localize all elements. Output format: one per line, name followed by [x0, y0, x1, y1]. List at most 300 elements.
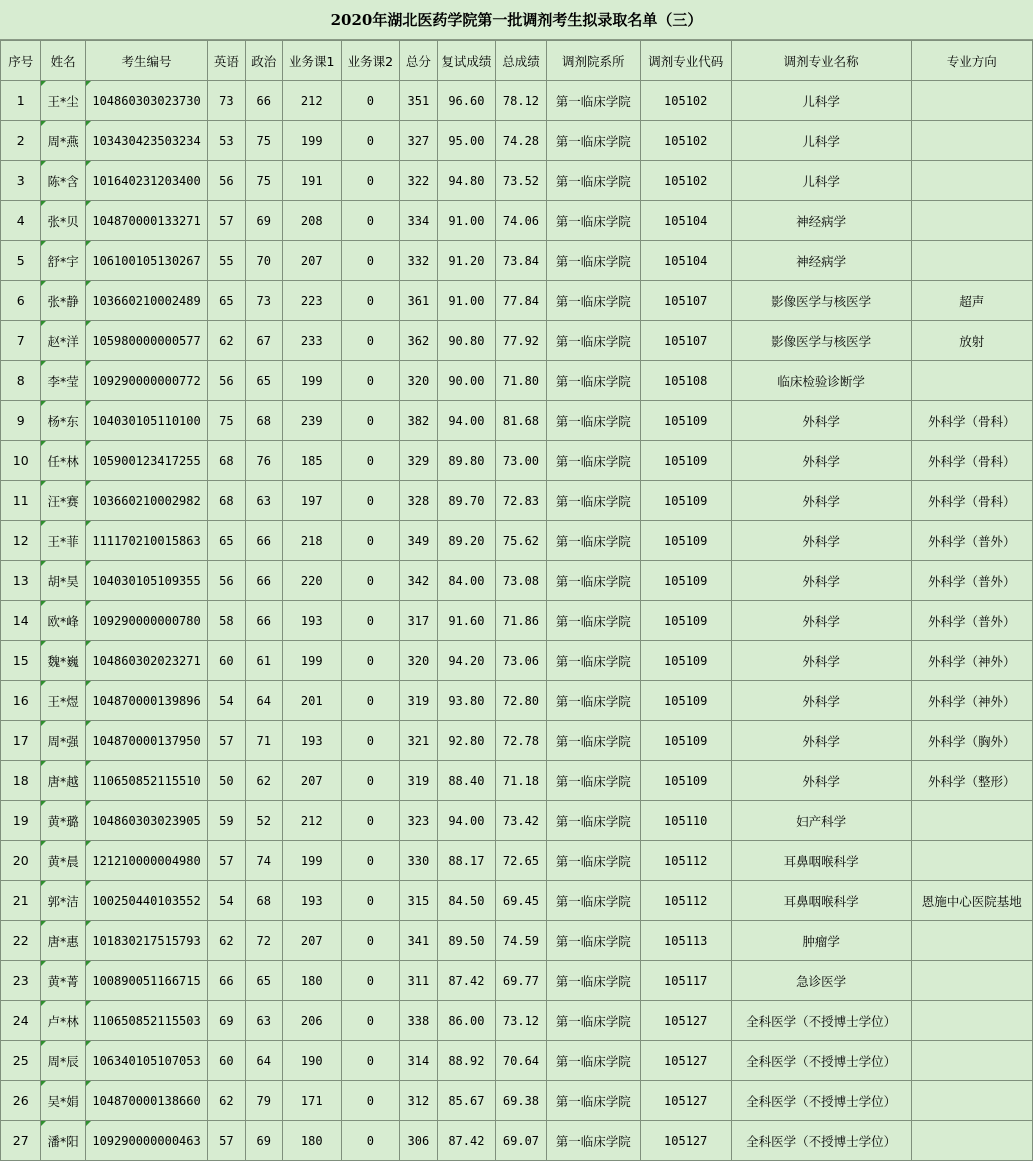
cell-subject2[interactable]: 0 [341, 681, 400, 721]
cell-exam-id[interactable]: 105900123417255 [85, 441, 207, 481]
cell-english[interactable]: 55 [208, 241, 245, 281]
cell-direction[interactable]: 外科学（胸外） [911, 721, 1032, 761]
cell-subject2[interactable]: 0 [341, 481, 400, 521]
cell-direction[interactable]: 外科学（神外） [911, 681, 1032, 721]
cell-department[interactable]: 第一临床学院 [546, 121, 640, 161]
cell-department[interactable]: 第一临床学院 [546, 1041, 640, 1081]
cell-final-score[interactable]: 73.84 [496, 241, 547, 281]
cell-subject1[interactable]: 191 [282, 161, 341, 201]
cell-seq[interactable]: 5 [1, 241, 41, 281]
cell-retest-score[interactable]: 87.42 [437, 961, 496, 1001]
cell-subject1[interactable]: 223 [282, 281, 341, 321]
cell-seq[interactable]: 27 [1, 1121, 41, 1161]
cell-politics[interactable]: 79 [245, 1081, 282, 1121]
cell-seq[interactable]: 14 [1, 601, 41, 641]
cell-major-code[interactable]: 105102 [640, 161, 731, 201]
cell-retest-score[interactable]: 88.40 [437, 761, 496, 801]
cell-subject2[interactable]: 0 [341, 441, 400, 481]
cell-seq[interactable]: 4 [1, 201, 41, 241]
cell-total[interactable]: 320 [400, 361, 437, 401]
cell-seq[interactable]: 21 [1, 881, 41, 921]
cell-major-code[interactable]: 105112 [640, 881, 731, 921]
cell-direction[interactable]: 恩施中心医院基地 [911, 881, 1032, 921]
cell-major-name[interactable]: 神经病学 [731, 201, 911, 241]
cell-english[interactable]: 65 [208, 281, 245, 321]
cell-total[interactable]: 329 [400, 441, 437, 481]
cell-english[interactable]: 56 [208, 561, 245, 601]
cell-retest-score[interactable]: 93.80 [437, 681, 496, 721]
cell-total[interactable]: 315 [400, 881, 437, 921]
cell-direction[interactable] [911, 1041, 1032, 1081]
cell-total[interactable]: 320 [400, 641, 437, 681]
cell-department[interactable]: 第一临床学院 [546, 161, 640, 201]
cell-direction[interactable] [911, 161, 1032, 201]
cell-retest-score[interactable]: 94.00 [437, 801, 496, 841]
cell-politics[interactable]: 65 [245, 361, 282, 401]
cell-politics[interactable]: 69 [245, 201, 282, 241]
cell-english[interactable]: 57 [208, 1121, 245, 1161]
cell-subject1[interactable]: 233 [282, 321, 341, 361]
cell-subject1[interactable]: 212 [282, 81, 341, 121]
cell-subject1[interactable]: 190 [282, 1041, 341, 1081]
header-direction[interactable]: 专业方向 [911, 41, 1032, 81]
cell-retest-score[interactable]: 88.17 [437, 841, 496, 881]
cell-name[interactable]: 汪*赛 [41, 481, 85, 521]
cell-total[interactable]: 351 [400, 81, 437, 121]
cell-total[interactable]: 362 [400, 321, 437, 361]
cell-final-score[interactable]: 78.12 [496, 81, 547, 121]
cell-retest-score[interactable]: 95.00 [437, 121, 496, 161]
cell-department[interactable]: 第一临床学院 [546, 721, 640, 761]
cell-direction[interactable] [911, 1121, 1032, 1161]
cell-final-score[interactable]: 77.84 [496, 281, 547, 321]
cell-seq[interactable]: 6 [1, 281, 41, 321]
cell-total[interactable]: 306 [400, 1121, 437, 1161]
cell-english[interactable]: 50 [208, 761, 245, 801]
cell-exam-id[interactable]: 109290000000780 [85, 601, 207, 641]
cell-major-code[interactable]: 105109 [640, 441, 731, 481]
cell-seq[interactable]: 20 [1, 841, 41, 881]
cell-major-code[interactable]: 105107 [640, 321, 731, 361]
cell-retest-score[interactable]: 90.80 [437, 321, 496, 361]
cell-major-name[interactable]: 儿科学 [731, 121, 911, 161]
cell-name[interactable]: 王*煜 [41, 681, 85, 721]
cell-name[interactable]: 胡*昊 [41, 561, 85, 601]
cell-subject1[interactable]: 208 [282, 201, 341, 241]
cell-seq[interactable]: 2 [1, 121, 41, 161]
cell-total[interactable]: 382 [400, 401, 437, 441]
cell-major-name[interactable]: 肿瘤学 [731, 921, 911, 961]
cell-subject2[interactable]: 0 [341, 801, 400, 841]
header-final-score[interactable]: 总成绩 [496, 41, 547, 81]
cell-total[interactable]: 319 [400, 681, 437, 721]
cell-retest-score[interactable]: 94.00 [437, 401, 496, 441]
cell-politics[interactable]: 67 [245, 321, 282, 361]
cell-exam-id[interactable]: 101640231203400 [85, 161, 207, 201]
cell-department[interactable]: 第一临床学院 [546, 1001, 640, 1041]
cell-retest-score[interactable]: 89.70 [437, 481, 496, 521]
cell-major-name[interactable]: 耳鼻咽喉科学 [731, 881, 911, 921]
cell-major-code[interactable]: 105109 [640, 401, 731, 441]
cell-major-name[interactable]: 急诊医学 [731, 961, 911, 1001]
cell-politics[interactable]: 61 [245, 641, 282, 681]
cell-final-score[interactable]: 73.06 [496, 641, 547, 681]
header-english[interactable]: 英语 [208, 41, 245, 81]
cell-name[interactable]: 王*尘 [41, 81, 85, 121]
cell-subject2[interactable]: 0 [341, 961, 400, 1001]
cell-major-name[interactable]: 临床检验诊断学 [731, 361, 911, 401]
cell-seq[interactable]: 13 [1, 561, 41, 601]
cell-politics[interactable]: 68 [245, 881, 282, 921]
cell-seq[interactable]: 3 [1, 161, 41, 201]
cell-final-score[interactable]: 70.64 [496, 1041, 547, 1081]
cell-name[interactable]: 李*莹 [41, 361, 85, 401]
cell-direction[interactable]: 外科学（骨科） [911, 441, 1032, 481]
cell-total[interactable]: 330 [400, 841, 437, 881]
cell-final-score[interactable]: 81.68 [496, 401, 547, 441]
cell-major-name[interactable]: 儿科学 [731, 161, 911, 201]
cell-total[interactable]: 341 [400, 921, 437, 961]
cell-politics[interactable]: 71 [245, 721, 282, 761]
cell-total[interactable]: 319 [400, 761, 437, 801]
cell-exam-id[interactable]: 104870000133271 [85, 201, 207, 241]
cell-subject1[interactable]: 185 [282, 441, 341, 481]
cell-final-score[interactable]: 69.45 [496, 881, 547, 921]
cell-department[interactable]: 第一临床学院 [546, 521, 640, 561]
cell-subject1[interactable]: 212 [282, 801, 341, 841]
cell-seq[interactable]: 18 [1, 761, 41, 801]
cell-name[interactable]: 陈*含 [41, 161, 85, 201]
cell-major-name[interactable]: 影像医学与核医学 [731, 281, 911, 321]
cell-major-code[interactable]: 105127 [640, 1041, 731, 1081]
cell-final-score[interactable]: 69.38 [496, 1081, 547, 1121]
cell-department[interactable]: 第一临床学院 [546, 1121, 640, 1161]
cell-name[interactable]: 黄*菁 [41, 961, 85, 1001]
cell-exam-id[interactable]: 103660210002489 [85, 281, 207, 321]
cell-english[interactable]: 73 [208, 81, 245, 121]
cell-final-score[interactable]: 73.08 [496, 561, 547, 601]
cell-name[interactable]: 吴*娟 [41, 1081, 85, 1121]
cell-retest-score[interactable]: 85.67 [437, 1081, 496, 1121]
cell-major-name[interactable]: 全科医学（不授博士学位） [731, 1001, 911, 1041]
cell-major-code[interactable]: 105102 [640, 81, 731, 121]
cell-seq[interactable]: 11 [1, 481, 41, 521]
cell-total[interactable]: 334 [400, 201, 437, 241]
cell-subject2[interactable]: 0 [341, 241, 400, 281]
cell-direction[interactable] [911, 961, 1032, 1001]
cell-major-code[interactable]: 105102 [640, 121, 731, 161]
header-major-code[interactable]: 调剂专业代码 [640, 41, 731, 81]
cell-subject1[interactable]: 220 [282, 561, 341, 601]
cell-department[interactable]: 第一临床学院 [546, 361, 640, 401]
cell-final-score[interactable]: 73.42 [496, 801, 547, 841]
cell-politics[interactable]: 66 [245, 81, 282, 121]
cell-politics[interactable]: 73 [245, 281, 282, 321]
cell-department[interactable]: 第一临床学院 [546, 921, 640, 961]
cell-department[interactable]: 第一临床学院 [546, 281, 640, 321]
cell-name[interactable]: 魏*巍 [41, 641, 85, 681]
cell-english[interactable]: 59 [208, 801, 245, 841]
cell-major-code[interactable]: 105109 [640, 561, 731, 601]
cell-english[interactable]: 53 [208, 121, 245, 161]
cell-subject1[interactable]: 193 [282, 881, 341, 921]
cell-name[interactable]: 潘*阳 [41, 1121, 85, 1161]
cell-major-code[interactable]: 105127 [640, 1121, 731, 1161]
cell-subject1[interactable]: 171 [282, 1081, 341, 1121]
cell-major-name[interactable]: 全科医学（不授博士学位） [731, 1041, 911, 1081]
cell-exam-id[interactable]: 109290000000463 [85, 1121, 207, 1161]
cell-direction[interactable] [911, 841, 1032, 881]
cell-total[interactable]: 327 [400, 121, 437, 161]
cell-direction[interactable] [911, 241, 1032, 281]
cell-department[interactable]: 第一临床学院 [546, 481, 640, 521]
cell-direction[interactable] [911, 121, 1032, 161]
cell-major-name[interactable]: 外科学 [731, 521, 911, 561]
cell-exam-id[interactable]: 104030105110100 [85, 401, 207, 441]
header-major-name[interactable]: 调剂专业名称 [731, 41, 911, 81]
cell-subject1[interactable]: 207 [282, 241, 341, 281]
cell-department[interactable]: 第一临床学院 [546, 201, 640, 241]
cell-subject1[interactable]: 193 [282, 721, 341, 761]
cell-politics[interactable]: 52 [245, 801, 282, 841]
cell-english[interactable]: 57 [208, 841, 245, 881]
cell-retest-score[interactable]: 91.00 [437, 201, 496, 241]
cell-direction[interactable]: 外科学（普外） [911, 561, 1032, 601]
cell-subject1[interactable]: 199 [282, 841, 341, 881]
cell-retest-score[interactable]: 92.80 [437, 721, 496, 761]
cell-subject2[interactable]: 0 [341, 121, 400, 161]
cell-subject2[interactable]: 0 [341, 361, 400, 401]
header-exam-id[interactable]: 考生编号 [85, 41, 207, 81]
cell-subject2[interactable]: 0 [341, 761, 400, 801]
header-subject1[interactable]: 业务课1 [282, 41, 341, 81]
cell-major-name[interactable]: 儿科学 [731, 81, 911, 121]
cell-retest-score[interactable]: 91.20 [437, 241, 496, 281]
cell-final-score[interactable]: 72.80 [496, 681, 547, 721]
cell-major-name[interactable]: 外科学 [731, 601, 911, 641]
cell-direction[interactable]: 外科学（骨科） [911, 401, 1032, 441]
cell-exam-id[interactable]: 106340105107053 [85, 1041, 207, 1081]
cell-exam-id[interactable]: 104860303023905 [85, 801, 207, 841]
cell-major-code[interactable]: 105104 [640, 201, 731, 241]
cell-name[interactable]: 王*菲 [41, 521, 85, 561]
cell-retest-score[interactable]: 89.80 [437, 441, 496, 481]
cell-retest-score[interactable]: 91.60 [437, 601, 496, 641]
cell-politics[interactable]: 66 [245, 521, 282, 561]
cell-total[interactable]: 312 [400, 1081, 437, 1121]
cell-name[interactable]: 欧*峰 [41, 601, 85, 641]
cell-major-code[interactable]: 105113 [640, 921, 731, 961]
cell-politics[interactable]: 76 [245, 441, 282, 481]
cell-direction[interactable] [911, 361, 1032, 401]
cell-final-score[interactable]: 72.83 [496, 481, 547, 521]
cell-seq[interactable]: 22 [1, 921, 41, 961]
cell-department[interactable]: 第一临床学院 [546, 801, 640, 841]
cell-subject2[interactable]: 0 [341, 161, 400, 201]
cell-english[interactable]: 65 [208, 521, 245, 561]
cell-department[interactable]: 第一临床学院 [546, 761, 640, 801]
cell-department[interactable]: 第一临床学院 [546, 881, 640, 921]
cell-final-score[interactable]: 71.80 [496, 361, 547, 401]
cell-subject2[interactable]: 0 [341, 641, 400, 681]
cell-major-code[interactable]: 105127 [640, 1001, 731, 1041]
cell-department[interactable]: 第一临床学院 [546, 601, 640, 641]
cell-exam-id[interactable]: 104870000139896 [85, 681, 207, 721]
cell-major-code[interactable]: 105117 [640, 961, 731, 1001]
cell-exam-id[interactable]: 103660210002982 [85, 481, 207, 521]
cell-major-code[interactable]: 105109 [640, 481, 731, 521]
cell-department[interactable]: 第一临床学院 [546, 321, 640, 361]
cell-politics[interactable]: 74 [245, 841, 282, 881]
cell-seq[interactable]: 25 [1, 1041, 41, 1081]
cell-english[interactable]: 54 [208, 681, 245, 721]
cell-english[interactable]: 68 [208, 441, 245, 481]
cell-subject1[interactable]: 206 [282, 1001, 341, 1041]
cell-department[interactable]: 第一临床学院 [546, 641, 640, 681]
cell-name[interactable]: 卢*林 [41, 1001, 85, 1041]
cell-major-name[interactable]: 外科学 [731, 401, 911, 441]
cell-retest-score[interactable]: 91.00 [437, 281, 496, 321]
cell-politics[interactable]: 68 [245, 401, 282, 441]
cell-subject1[interactable]: 199 [282, 361, 341, 401]
cell-total[interactable]: 311 [400, 961, 437, 1001]
cell-final-score[interactable]: 69.77 [496, 961, 547, 1001]
cell-final-score[interactable]: 72.65 [496, 841, 547, 881]
cell-direction[interactable] [911, 201, 1032, 241]
cell-politics[interactable]: 62 [245, 761, 282, 801]
cell-direction[interactable]: 外科学（普外） [911, 601, 1032, 641]
cell-exam-id[interactable]: 110650852115510 [85, 761, 207, 801]
cell-department[interactable]: 第一临床学院 [546, 841, 640, 881]
cell-name[interactable]: 杨*东 [41, 401, 85, 441]
cell-politics[interactable]: 65 [245, 961, 282, 1001]
cell-seq[interactable]: 19 [1, 801, 41, 841]
cell-subject2[interactable]: 0 [341, 1081, 400, 1121]
cell-final-score[interactable]: 73.52 [496, 161, 547, 201]
cell-direction[interactable] [911, 81, 1032, 121]
cell-politics[interactable]: 66 [245, 561, 282, 601]
cell-subject2[interactable]: 0 [341, 881, 400, 921]
cell-major-code[interactable]: 105104 [640, 241, 731, 281]
cell-direction[interactable] [911, 1081, 1032, 1121]
cell-department[interactable]: 第一临床学院 [546, 1081, 640, 1121]
cell-subject2[interactable]: 0 [341, 841, 400, 881]
cell-final-score[interactable]: 71.18 [496, 761, 547, 801]
cell-exam-id[interactable]: 103430423503234 [85, 121, 207, 161]
cell-major-name[interactable]: 神经病学 [731, 241, 911, 281]
cell-subject1[interactable]: 201 [282, 681, 341, 721]
cell-major-name[interactable]: 影像医学与核医学 [731, 321, 911, 361]
cell-retest-score[interactable]: 94.20 [437, 641, 496, 681]
cell-exam-id[interactable]: 104870000137950 [85, 721, 207, 761]
cell-english[interactable]: 62 [208, 321, 245, 361]
cell-retest-score[interactable]: 84.00 [437, 561, 496, 601]
cell-direction[interactable]: 外科学（神外） [911, 641, 1032, 681]
cell-subject1[interactable]: 207 [282, 921, 341, 961]
cell-exam-id[interactable]: 100890051166715 [85, 961, 207, 1001]
cell-english[interactable]: 58 [208, 601, 245, 641]
cell-english[interactable]: 66 [208, 961, 245, 1001]
cell-english[interactable]: 56 [208, 361, 245, 401]
cell-english[interactable]: 69 [208, 1001, 245, 1041]
cell-subject1[interactable]: 197 [282, 481, 341, 521]
cell-department[interactable]: 第一临床学院 [546, 681, 640, 721]
cell-major-name[interactable]: 耳鼻咽喉科学 [731, 841, 911, 881]
cell-exam-id[interactable]: 101830217515793 [85, 921, 207, 961]
cell-major-code[interactable]: 105109 [640, 721, 731, 761]
cell-major-code[interactable]: 105109 [640, 641, 731, 681]
cell-name[interactable]: 黄*璐 [41, 801, 85, 841]
cell-total[interactable]: 361 [400, 281, 437, 321]
cell-department[interactable]: 第一临床学院 [546, 81, 640, 121]
cell-english[interactable]: 60 [208, 1041, 245, 1081]
header-subject2[interactable]: 业务课2 [341, 41, 400, 81]
cell-total[interactable]: 323 [400, 801, 437, 841]
cell-major-name[interactable]: 外科学 [731, 761, 911, 801]
cell-subject2[interactable]: 0 [341, 401, 400, 441]
cell-name[interactable]: 舒*宇 [41, 241, 85, 281]
cell-major-name[interactable]: 全科医学（不授博士学位） [731, 1121, 911, 1161]
cell-final-score[interactable]: 74.59 [496, 921, 547, 961]
cell-exam-id[interactable]: 109290000000772 [85, 361, 207, 401]
cell-exam-id[interactable]: 110650852115503 [85, 1001, 207, 1041]
cell-name[interactable]: 张*静 [41, 281, 85, 321]
cell-seq[interactable]: 1 [1, 81, 41, 121]
cell-english[interactable]: 57 [208, 201, 245, 241]
cell-total[interactable]: 321 [400, 721, 437, 761]
cell-politics[interactable]: 69 [245, 1121, 282, 1161]
cell-major-code[interactable]: 105109 [640, 761, 731, 801]
cell-major-code[interactable]: 105108 [640, 361, 731, 401]
cell-total[interactable]: 332 [400, 241, 437, 281]
header-politics[interactable]: 政治 [245, 41, 282, 81]
cell-english[interactable]: 62 [208, 921, 245, 961]
cell-exam-id[interactable]: 106100105130267 [85, 241, 207, 281]
cell-name[interactable]: 周*辰 [41, 1041, 85, 1081]
cell-name[interactable]: 郭*洁 [41, 881, 85, 921]
cell-seq[interactable]: 17 [1, 721, 41, 761]
cell-name[interactable]: 周*强 [41, 721, 85, 761]
cell-exam-id[interactable]: 104860303023730 [85, 81, 207, 121]
cell-major-name[interactable]: 外科学 [731, 441, 911, 481]
cell-department[interactable]: 第一临床学院 [546, 241, 640, 281]
cell-seq[interactable]: 16 [1, 681, 41, 721]
cell-department[interactable]: 第一临床学院 [546, 441, 640, 481]
cell-total[interactable]: 342 [400, 561, 437, 601]
cell-final-score[interactable]: 75.62 [496, 521, 547, 561]
cell-direction[interactable] [911, 921, 1032, 961]
header-total[interactable]: 总分 [400, 41, 437, 81]
header-department[interactable]: 调剂院系所 [546, 41, 640, 81]
cell-politics[interactable]: 70 [245, 241, 282, 281]
cell-english[interactable]: 75 [208, 401, 245, 441]
cell-seq[interactable]: 15 [1, 641, 41, 681]
cell-seq[interactable]: 12 [1, 521, 41, 561]
cell-exam-id[interactable]: 100250440103552 [85, 881, 207, 921]
cell-final-score[interactable]: 73.00 [496, 441, 547, 481]
cell-name[interactable]: 唐*惠 [41, 921, 85, 961]
cell-seq[interactable]: 23 [1, 961, 41, 1001]
cell-major-name[interactable]: 外科学 [731, 641, 911, 681]
header-seq[interactable]: 序号 [1, 41, 41, 81]
cell-department[interactable]: 第一临床学院 [546, 961, 640, 1001]
cell-retest-score[interactable]: 88.92 [437, 1041, 496, 1081]
cell-direction[interactable]: 外科学（骨科） [911, 481, 1032, 521]
cell-retest-score[interactable]: 84.50 [437, 881, 496, 921]
cell-subject1[interactable]: 180 [282, 1121, 341, 1161]
cell-english[interactable]: 56 [208, 161, 245, 201]
cell-subject1[interactable]: 218 [282, 521, 341, 561]
